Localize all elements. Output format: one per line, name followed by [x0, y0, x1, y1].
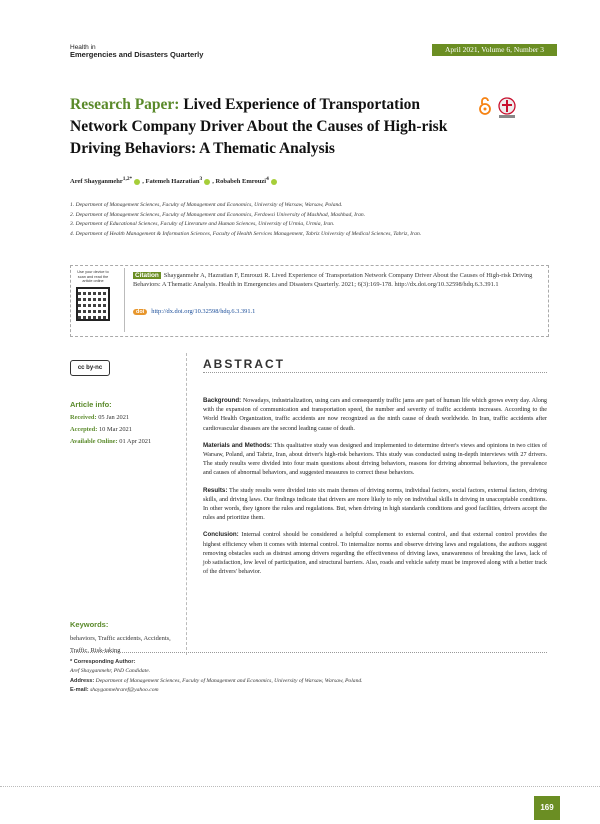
column-divider [186, 353, 187, 655]
results-label: Results: [203, 486, 228, 494]
orcid-icon[interactable] [204, 179, 210, 185]
accepted-date: 10 Mar 2021 [98, 426, 132, 433]
results-text: The study results were divided into six main themes of driving norms, individual factors, social factors, external factors, driving skills, and driving laws. Our findings indicate that drivers are more likely to rely on individual skills in driving in unacceptable conditions. In other words, they ignore the rules and regulations. But, when driving in high standards conditions and good facilities, drivers accept the rules and prioritize them. [203, 487, 547, 522]
abstract-conclusion [203, 530, 547, 577]
methods-label: Materials and Methods: [203, 441, 273, 449]
conclusion-label: Conclusion: [203, 531, 239, 539]
journal-line1: Health in [70, 44, 96, 51]
affiliation-item: 2. Department of Management Sciences, Faculty of Management and Economics, Ferdowsi University of Mashhad, Mashhad, Iran. [70, 211, 366, 218]
affiliation-item: 4. Department of Health Management & Information Sciences, Faculty of Health Services Management, Tabriz University of Medical Sciences, Tabriz, Iran. [70, 230, 422, 237]
abstract-heading: ABSTRACT [203, 357, 285, 371]
author-affiliation-mark: 1,2* [122, 176, 133, 182]
email-link[interactable]: shayganmehraref@yahoo.com [90, 687, 159, 694]
abstract-results [203, 486, 547, 524]
corresponding-name: Aref Shayganmehr, PhD Candidate. [70, 668, 151, 675]
issue-label: April 2021, Volume 6, Number 3 [432, 44, 557, 56]
journal-line2: Emergencies and Disasters Quarterly [70, 50, 204, 59]
received-date: 05 Jan 2021 [98, 414, 130, 421]
received-label: Received: [70, 414, 97, 421]
journal-name [70, 44, 203, 59]
qr-caption: Use your device to scan and read the article online [77, 270, 109, 283]
qr-code-block[interactable] [74, 270, 112, 330]
citation-divider [124, 268, 125, 332]
page-number: 169 [534, 796, 560, 820]
author-name[interactable]: Fatemeh Hazratian [145, 178, 200, 186]
author-affiliation-mark: 4 [266, 176, 269, 182]
keywords-heading: Keywords: [70, 620, 109, 629]
crossmark-icon[interactable] [497, 97, 517, 119]
article-title [70, 94, 470, 160]
citation-text: Shayganmehr A, Hazratian F, Emrouzi R. Lived Experience of Transportation Network Company Driver About the Causes of High-risk Driving Behaviors: A Thematic Analysis. Health in Emergencies and Disasters Quarterly. 2021; 6(3):169-178. http://dx.doi.org/10.32598/hdq.6.3.391.1 [133, 272, 533, 289]
article-info [70, 412, 151, 448]
online-date: 01 Apr 2021 [119, 438, 152, 445]
footer-divider [0, 786, 600, 787]
corresponding-divider [70, 652, 547, 653]
accepted-label: Accepted: [70, 426, 98, 433]
keywords-text: behaviors, Traffic accidents, Accidents, Traffic, Risk-taking [70, 635, 171, 654]
conclusion-text: Internal control should be considered a helpful complement to external control, and that external control provides the highest efficiency when it comes with internal control. To internalize norms and observe driving laws and regulations, the authors suggest removing obstacles such as distrust among drivers regarding the effectiveness of driving laws, unawareness of breaking the laws, lack of job satisfaction, low level of participation, and structural barriers. Also, roads and vehicle safety must be improved along with a better track of the drivers' behavior. [203, 532, 547, 576]
doi-line[interactable] [133, 308, 255, 315]
corresponding-heading: * Corresponding Author: [70, 659, 136, 665]
abstract-background [203, 396, 547, 434]
author-list: Aref Shayganmehr$^{1,2*}$ , Fatemeh Hazratian$^3$ , Robabeh Emrouzi$^4$ [70, 176, 279, 185]
open-access-icon [478, 97, 492, 115]
author-affiliation-mark: 3 [199, 176, 203, 182]
doi-link[interactable]: http://dx.doi.org/10.32598/hdq.6.3.391.1 [151, 308, 256, 315]
online-label: Available Online: [70, 438, 118, 445]
citation-label: Citation [135, 272, 159, 279]
email-label: E-mail: [70, 687, 89, 694]
background-text: Nowadays, industrialization, using cars and consequently traffic jams are part of human life which grows every day. Along with the expansion of communication and transportation speed, the number and severity of traffic accidents increases. According to the World Health Organization, traffic accidents are now recognized as the ninth cause of death worldwide. In Iran, traffic accidents after cardiovascular diseases are the second leading cause of death. [203, 398, 547, 432]
author-name[interactable]: Aref Shayganmehr [70, 178, 123, 186]
doi-icon: doi [133, 309, 147, 315]
orcid-icon[interactable] [271, 179, 277, 185]
qr-code-icon[interactable] [76, 287, 110, 321]
orcid-icon[interactable] [134, 179, 140, 185]
abstract-methods [203, 441, 547, 479]
methods-text: This qualitative study was designed and implemented to determine driver's views and opinions in two cities of Warsaw, Poland, and Tabriz, Iran, about driver's high-risk behaviors. This study was conducted using in-depth interviews with 27 drivers. The study results were divided into four main questions about driving behaviors, reasons for driving abnormal behaviors, the prevalence and causes of abnormal behaviors, and suggested measures to correct these behaviors. [203, 442, 547, 477]
abstract-body [203, 396, 547, 584]
paper-type: Research Paper: [70, 96, 180, 113]
title-text: Lived Experience of Transportation Network Company Driver About the Causes of High-risk Driving Behaviors: A Thematic Analysis [70, 96, 448, 157]
background-label: Background: [203, 397, 242, 404]
affiliation-item: 1. Department of Management Sciences, Faculty of Management and Economics, University of Warsaw, Warsaw, Poland. [70, 202, 343, 208]
abstract-underline [203, 372, 547, 373]
affiliations [70, 201, 545, 239]
corresponding-author [70, 658, 547, 696]
affiliation-item: 3. Department of Educational Sciences, Faculty of Literature and Human Sciences, University of Urmia, Urmia, Iran. [70, 221, 335, 228]
citation-text-block [133, 271, 543, 289]
author-name[interactable]: Robabeh Emrouzi [215, 178, 267, 186]
article-info-heading: Article info: [70, 400, 112, 409]
cc-license-icon[interactable]: cc by-nc [70, 360, 110, 376]
address-label: Address: [70, 677, 95, 684]
address-text: Department of Management Sciences, Faculty of Management and Economics, University of Warsaw, Warsaw, Poland. [95, 677, 363, 684]
